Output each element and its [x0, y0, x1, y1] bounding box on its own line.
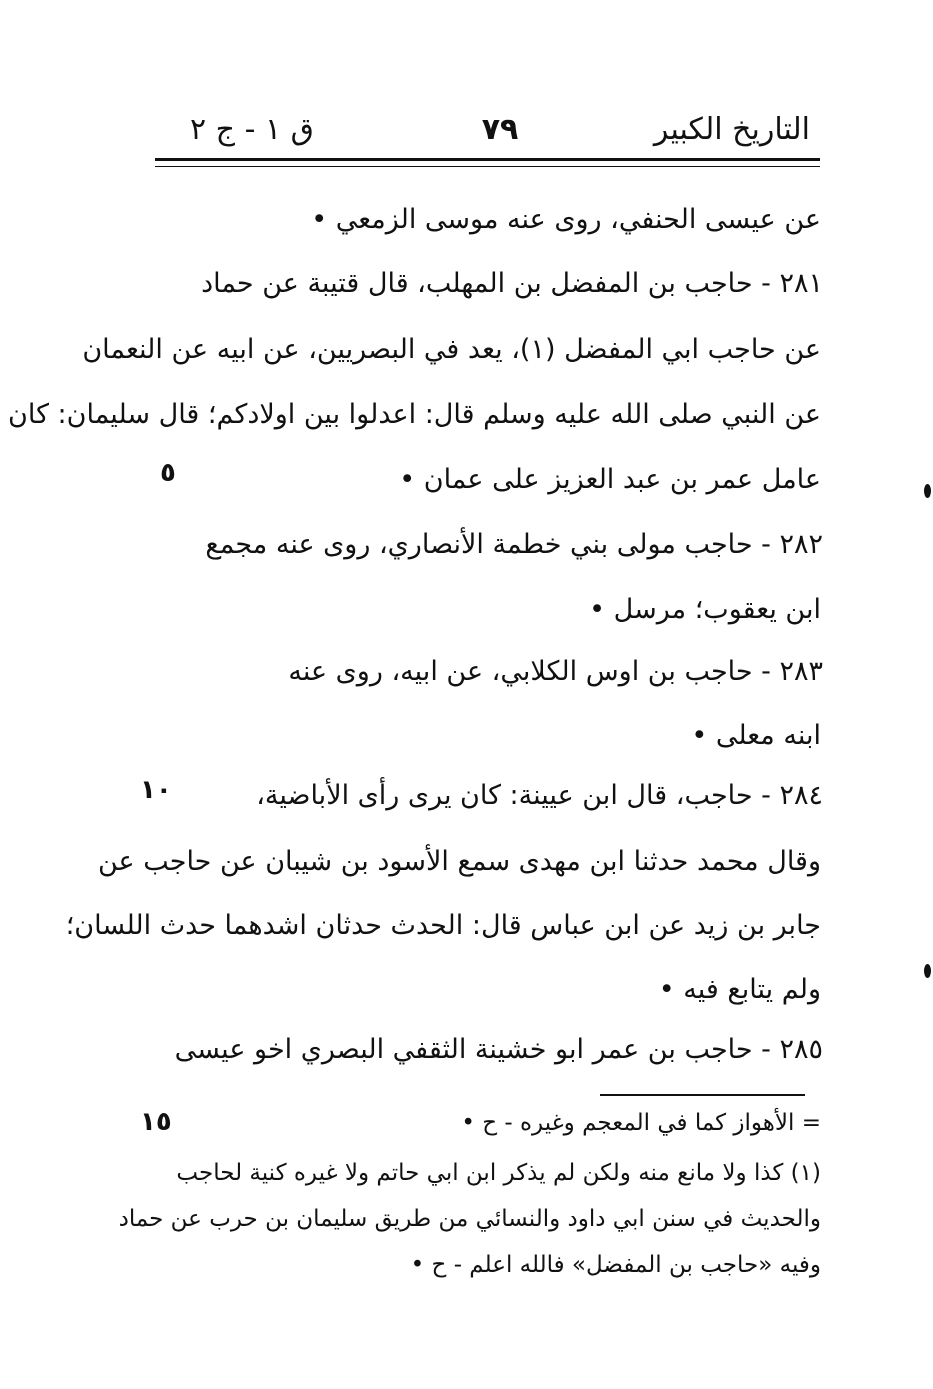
line-marker-10: ١٠	[140, 775, 172, 805]
footnote-line-3: والحديث في سنن ابي داود والنسائي من طريق سليمان بن حرب عن حماد	[118, 1206, 821, 1232]
text-line-6: ٢٨٢ - حاجب مولى بني خطمة الأنصاري، روى عنه مجمع	[205, 529, 823, 560]
text-line-13: ولم يتابع فيه •	[658, 974, 821, 1005]
header-rule-thin	[155, 166, 820, 167]
line-marker-5: ٥	[160, 458, 176, 488]
text-line-1: عن عيسى الحنفي، روى عنه موسى الزمعي •	[311, 204, 821, 235]
text-line-14: ٢٨٥ - حاجب بن عمر ابو خشينة الثقفي البصري اخو عيسى	[174, 1034, 823, 1065]
scan-edge-mark	[924, 964, 931, 978]
scan-edge-mark	[924, 484, 931, 498]
text-line-4: عن النبي صلى الله عليه وسلم قال: اعدلوا بين اولادكم؛ قال سليمان: كان	[8, 399, 821, 430]
header-rule-thick	[155, 158, 820, 161]
text-line-7: ابن يعقوب؛ مرسل •	[589, 594, 821, 625]
text-line-10: ٢٨٤ - حاجب، قال ابن عيينة: كان يرى رأى الأباضية،	[256, 780, 823, 811]
text-line-8: ٢٨٣ - حاجب بن اوس الكلابي، عن ابيه، روى عنه	[288, 656, 823, 687]
footnote-line-4: وفيه «حاجب بن المفضل» فالله اعلم - ح •	[410, 1252, 821, 1278]
footnote-line-2: (١) كذا ولا مانع منه ولكن لم يذكر ابن ابي حاتم ولا غيره كنية لحاجب	[176, 1160, 821, 1186]
volume-marker: ق ١ - ج ٢	[190, 112, 314, 147]
text-line-3: عن حاجب ابي المفضل (١)، يعد في البصريين، عن ابيه عن النعمان	[82, 334, 821, 365]
page-number: ٧٩	[481, 112, 519, 147]
text-line-5: عامل عمر بن عبد العزيز على عمان •	[399, 464, 821, 495]
text-line-9: ابنه معلى •	[691, 720, 821, 751]
running-title: التاريخ الكبير	[653, 112, 810, 147]
footnote-separator	[600, 1094, 805, 1096]
text-line-11: وقال محمد حدثنا ابن مهدى سمع الأسود بن شيبان عن حاجب عن	[98, 846, 821, 877]
footnote-line-1: = الأهواز كما في المعجم وغيره - ح •	[461, 1110, 821, 1136]
line-marker-15: ١٥	[140, 1107, 172, 1137]
text-line-12: جابر بن زيد عن ابن عباس قال: الحدث حدثان اشدهما حدث اللسان؛	[65, 910, 821, 941]
page-header	[190, 108, 810, 156]
text-line-2: ٢٨١ - حاجب بن المفضل بن المهلب، قال قتيبة عن حماد	[201, 268, 823, 299]
